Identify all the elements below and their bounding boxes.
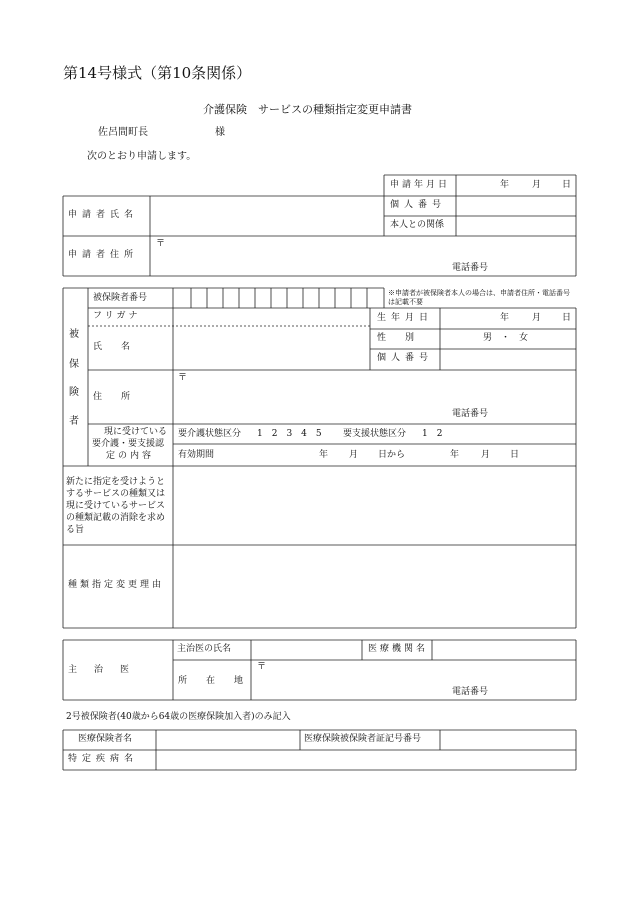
- care-label-line-1: 現に受けている: [104, 427, 168, 437]
- insured-postal-mark: 〒: [178, 373, 188, 383]
- validity-from-year-unit: 年: [319, 450, 329, 460]
- validity-from-day-unit: 日から: [378, 450, 406, 460]
- insured-note: ※申請者が被保険者本人の場合は、申請者住所・電話番号は記載不要: [388, 289, 570, 306]
- insured-section-label-2: 保: [69, 359, 79, 370]
- insured-number-field[interactable]: [174, 289, 383, 307]
- applicant-phone-label: 電話番号: [452, 263, 489, 273]
- support-level-label: 要支援状態区分: [343, 429, 407, 439]
- applicant-address-field[interactable]: [151, 237, 575, 275]
- insured-phone-label: 電話番号: [452, 409, 489, 419]
- page-title: 介護保険 サービスの種類指定変更申請書: [203, 103, 412, 116]
- application-date-label: 申請年月日: [390, 180, 451, 190]
- card-number-field[interactable]: [441, 731, 575, 749]
- insured-section-label-4: 者: [69, 416, 79, 427]
- applicant-address-label: 申請者住所: [68, 250, 139, 260]
- birth-year-unit: 年: [500, 313, 510, 323]
- insured-section-label-3: 険: [69, 387, 79, 398]
- sex-label: 性 別: [377, 333, 420, 343]
- care-label-line-2: 要介護・要支援認: [92, 439, 165, 449]
- insured-address-field[interactable]: [174, 371, 575, 423]
- date-year-unit: 年: [500, 180, 510, 190]
- date-day-unit: 日: [562, 180, 572, 190]
- disease-label: 特定疾病名: [68, 754, 139, 764]
- validity-label: 有効期間: [178, 450, 215, 460]
- doctor-address-label: 所 在 地: [178, 676, 249, 686]
- change-reason-label: 種類指定変更理由: [68, 580, 165, 590]
- birth-date-label: 生年月日: [377, 313, 434, 323]
- care-level-label: 要介護状態区分: [178, 429, 242, 439]
- institution-field[interactable]: [433, 641, 575, 659]
- validity-from-month-unit: 月: [349, 450, 359, 460]
- care-level-options[interactable]: 1 2 3 4 5: [257, 429, 322, 439]
- doctor-address-field[interactable]: [252, 661, 575, 699]
- disease-field[interactable]: [157, 751, 575, 769]
- type2-note: 2号被保険者(40歳から64歳の医療保険加入者)のみ記入: [66, 712, 291, 722]
- date-month-unit: 月: [532, 180, 542, 190]
- birth-day-unit: 日: [562, 313, 572, 323]
- validity-to-month-unit: 月: [481, 450, 491, 460]
- insured-personal-number-label: 個人番号: [377, 353, 434, 363]
- insured-name-label: 氏 名: [93, 342, 136, 352]
- applicant-personal-number-field[interactable]: [457, 197, 575, 215]
- doctor-name-field[interactable]: [252, 641, 361, 659]
- relation-field[interactable]: [457, 217, 575, 235]
- doctor-postal-mark: 〒: [257, 662, 267, 672]
- insured-personal-number-field[interactable]: [441, 350, 575, 369]
- validity-to-year-unit: 年: [450, 450, 460, 460]
- furigana-label: フリガナ: [93, 311, 141, 321]
- institution-label: 医療機関名: [368, 644, 429, 654]
- applicant-name-field[interactable]: [151, 197, 383, 235]
- insured-name-field[interactable]: [174, 327, 369, 369]
- change-reason-field[interactable]: [174, 546, 575, 627]
- care-label-line-3: 定の内容: [106, 451, 155, 461]
- addressee: 佐呂間町長: [98, 127, 148, 138]
- insured-address-label: 住 所: [93, 392, 136, 402]
- applicant-postal-mark: 〒: [156, 239, 166, 249]
- card-number-label: 医療保険被保険者証記号番号: [304, 734, 422, 744]
- insurer-name-field[interactable]: [157, 731, 299, 749]
- intro-text: 次のとおり申請します。: [87, 151, 197, 162]
- service-request-field[interactable]: [174, 467, 575, 544]
- relation-label: 本人との関係: [390, 220, 445, 230]
- support-level-options[interactable]: 1 2: [422, 429, 443, 439]
- honorific: 様: [215, 127, 225, 138]
- furigana-field[interactable]: [174, 309, 369, 325]
- sex-options[interactable]: 男 ・ 女: [483, 333, 529, 343]
- validity-period-field[interactable]: [260, 445, 575, 465]
- birth-month-unit: 月: [532, 313, 542, 323]
- doctor-name-label: 主治医の氏名: [177, 644, 232, 654]
- form-number: 第14号様式（第10条関係）: [63, 64, 252, 82]
- insurer-name-label: 医療保険者名: [78, 734, 133, 744]
- applicant-name-label: 申請者氏名: [68, 210, 139, 220]
- validity-to-day-unit: 日: [510, 450, 520, 460]
- applicant-personal-number-label: 個人番号: [390, 200, 447, 210]
- insured-section-label-1: 被: [69, 329, 79, 340]
- application-date-field[interactable]: [457, 176, 575, 195]
- doctor-phone-label: 電話番号: [452, 687, 489, 697]
- insured-number-label: 被保険者番号: [93, 293, 148, 303]
- service-request-label: 新たに指定を受けようとするサービスの種類又は現に受けているサービスの種類記載の消除を求める旨: [66, 477, 166, 535]
- doctor-section-label: 主 治 医: [68, 665, 134, 675]
